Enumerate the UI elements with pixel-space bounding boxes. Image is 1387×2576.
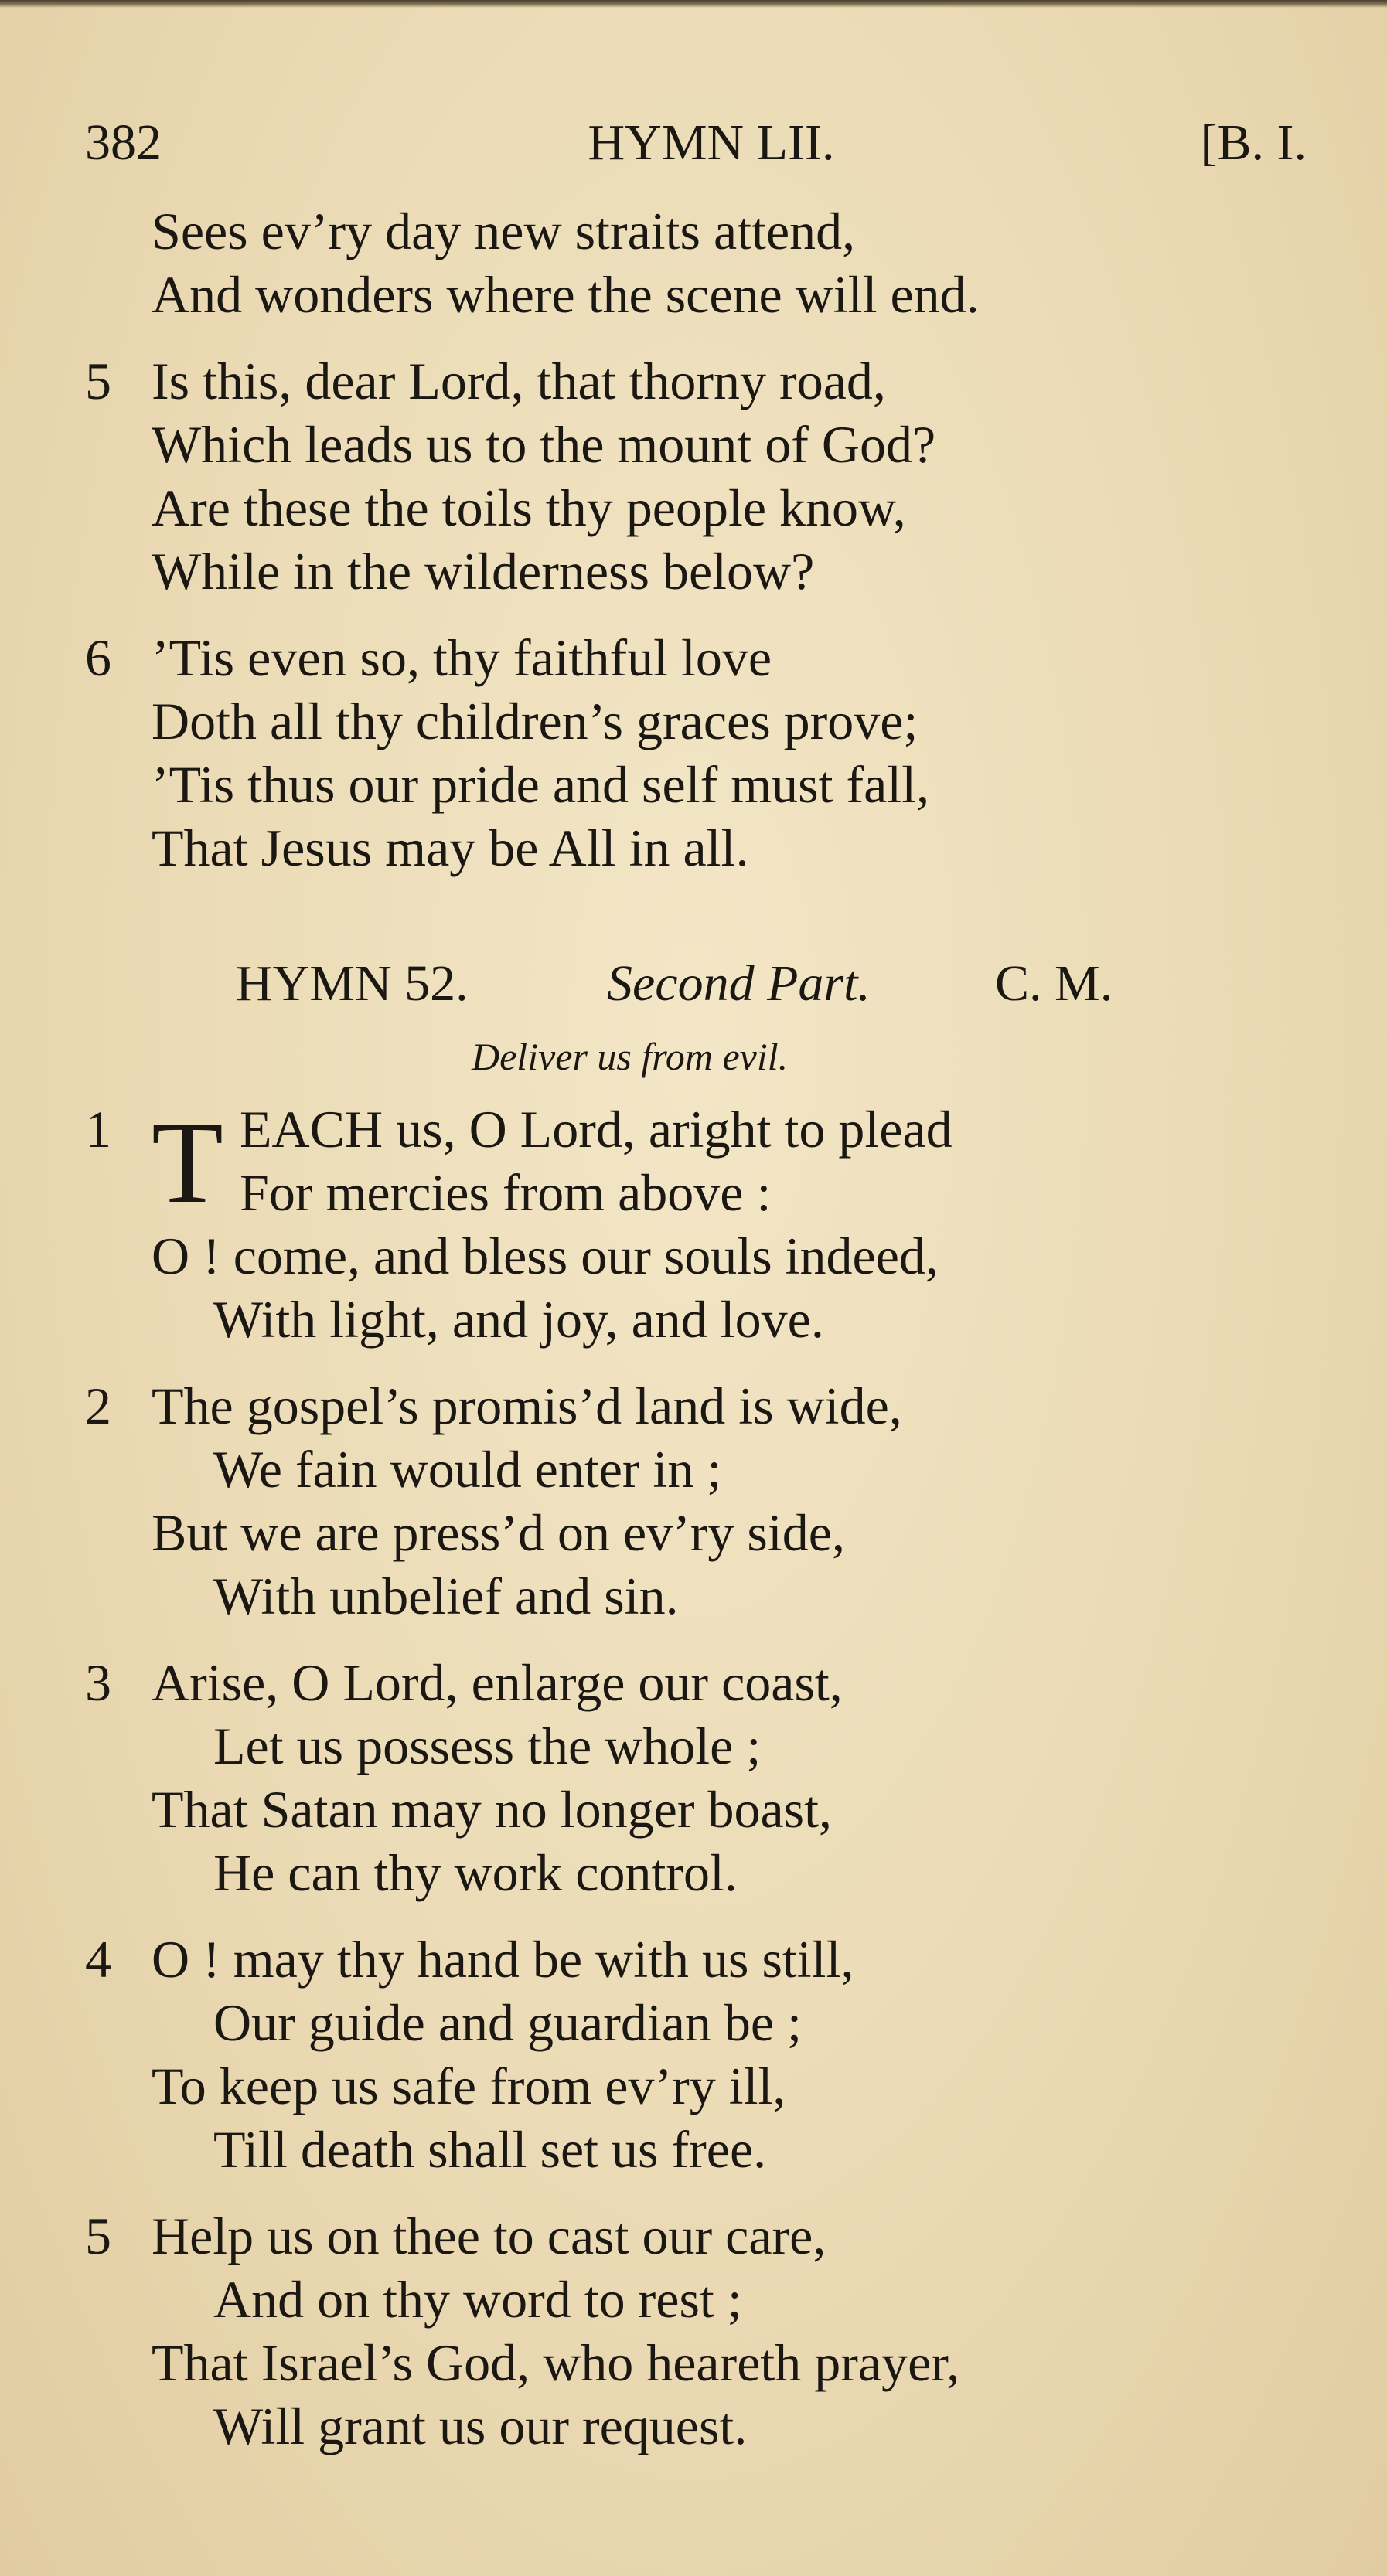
verse-line: O ! come, and bless our souls indeed, bbox=[152, 1227, 939, 1285]
hymn-heading bbox=[236, 949, 1164, 1019]
verse-line: And on thy word to rest ; bbox=[213, 2270, 742, 2329]
verse-line: Let us possess the whole ; bbox=[213, 1717, 762, 1775]
stanza bbox=[85, 1928, 1276, 2181]
verse-line: While in the wilderness below? bbox=[152, 542, 815, 601]
verse-line: But we are press’d on ev’ry side, bbox=[152, 1503, 845, 1562]
verse-line: 6 ’Tis even so, thy faithful love bbox=[85, 626, 1276, 689]
stanza-number: 3 bbox=[85, 1653, 111, 1712]
verse-line: With light, and joy, and love. bbox=[213, 1290, 824, 1349]
verse-line: 1 T EACH us, O Lord, aright to plead bbox=[85, 1097, 952, 1227]
verse-line: That Israel’s God, who heareth prayer, bbox=[152, 2333, 960, 2392]
stanza-number: 6 bbox=[85, 628, 111, 687]
verse-line: 5 Help us on thee to cast our care, bbox=[85, 2204, 1276, 2268]
stanza bbox=[85, 626, 1276, 880]
verse-line: Till death shall set us free. bbox=[213, 2120, 767, 2179]
verse-line: Are these the toils thy people know, bbox=[152, 478, 906, 537]
verse-line: We fain would enter in ; bbox=[213, 1440, 722, 1499]
stanza bbox=[85, 1651, 1276, 1904]
stanza bbox=[85, 1097, 1276, 1351]
verse-line: That Jesus may be All in all. bbox=[152, 818, 749, 877]
verse-line: That Satan may no longer boast, bbox=[152, 1780, 833, 1839]
stanza-number: 1 bbox=[85, 1100, 111, 1159]
page-top-edge bbox=[0, 0, 1387, 8]
page-number: 382 bbox=[85, 114, 162, 171]
hymn-part: Second Part. bbox=[607, 955, 871, 1012]
hymn-meter: C. M. bbox=[995, 955, 1113, 1012]
verse-line: Which leads us to the mount of God? bbox=[152, 415, 936, 474]
verse-line: With unbelief and sin. bbox=[213, 1567, 679, 1625]
verse-line: 4 O ! may thy hand be with us still, bbox=[85, 1928, 1276, 1991]
hymn-first-part-end bbox=[85, 199, 1276, 880]
drop-cap: T bbox=[152, 1097, 223, 1227]
stanza-number: 5 bbox=[85, 352, 111, 410]
stanza bbox=[85, 1374, 1276, 1628]
verse-line: And wonders where the scene will end. bbox=[152, 265, 980, 324]
hymn-second-part bbox=[85, 1097, 1276, 2458]
verse-line: For mercies from above : bbox=[240, 1163, 772, 1222]
stanza-number: 4 bbox=[85, 1930, 111, 1989]
stanza-number: 5 bbox=[85, 2207, 111, 2265]
verse-line: He can thy work control. bbox=[213, 1843, 738, 1902]
verse-line: Our guide and guardian be ; bbox=[213, 1993, 802, 2052]
stanza bbox=[85, 2204, 1276, 2458]
verse-line: Will grant us our request. bbox=[213, 2397, 748, 2455]
verse-line: To keep us safe from ev’ry ill, bbox=[152, 2057, 786, 2115]
verse-line: 5 Is this, dear Lord, that thorny road, bbox=[85, 349, 1276, 413]
hymn-subtitle: Deliver us from evil. bbox=[472, 1035, 789, 1078]
running-header bbox=[85, 108, 1307, 178]
stanza bbox=[85, 349, 1276, 603]
verse-line: 2 The gospel’s promis’d land is wide, bbox=[85, 1374, 1276, 1438]
hymn-number: HYMN 52. bbox=[236, 955, 469, 1012]
book-reference: [B. I. bbox=[1200, 114, 1307, 171]
verse-line: 3 Arise, O Lord, enlarge our coast, bbox=[85, 1651, 1276, 1714]
verse-line: Doth all thy children’s graces prove; bbox=[152, 692, 918, 750]
verse-line: Sees ev’ry day new straits attend, bbox=[152, 202, 856, 260]
verse-line: ’Tis thus our pride and self must fall, bbox=[152, 755, 930, 814]
stanza-number: 2 bbox=[85, 1376, 111, 1435]
running-title: HYMN LII. bbox=[588, 114, 835, 171]
